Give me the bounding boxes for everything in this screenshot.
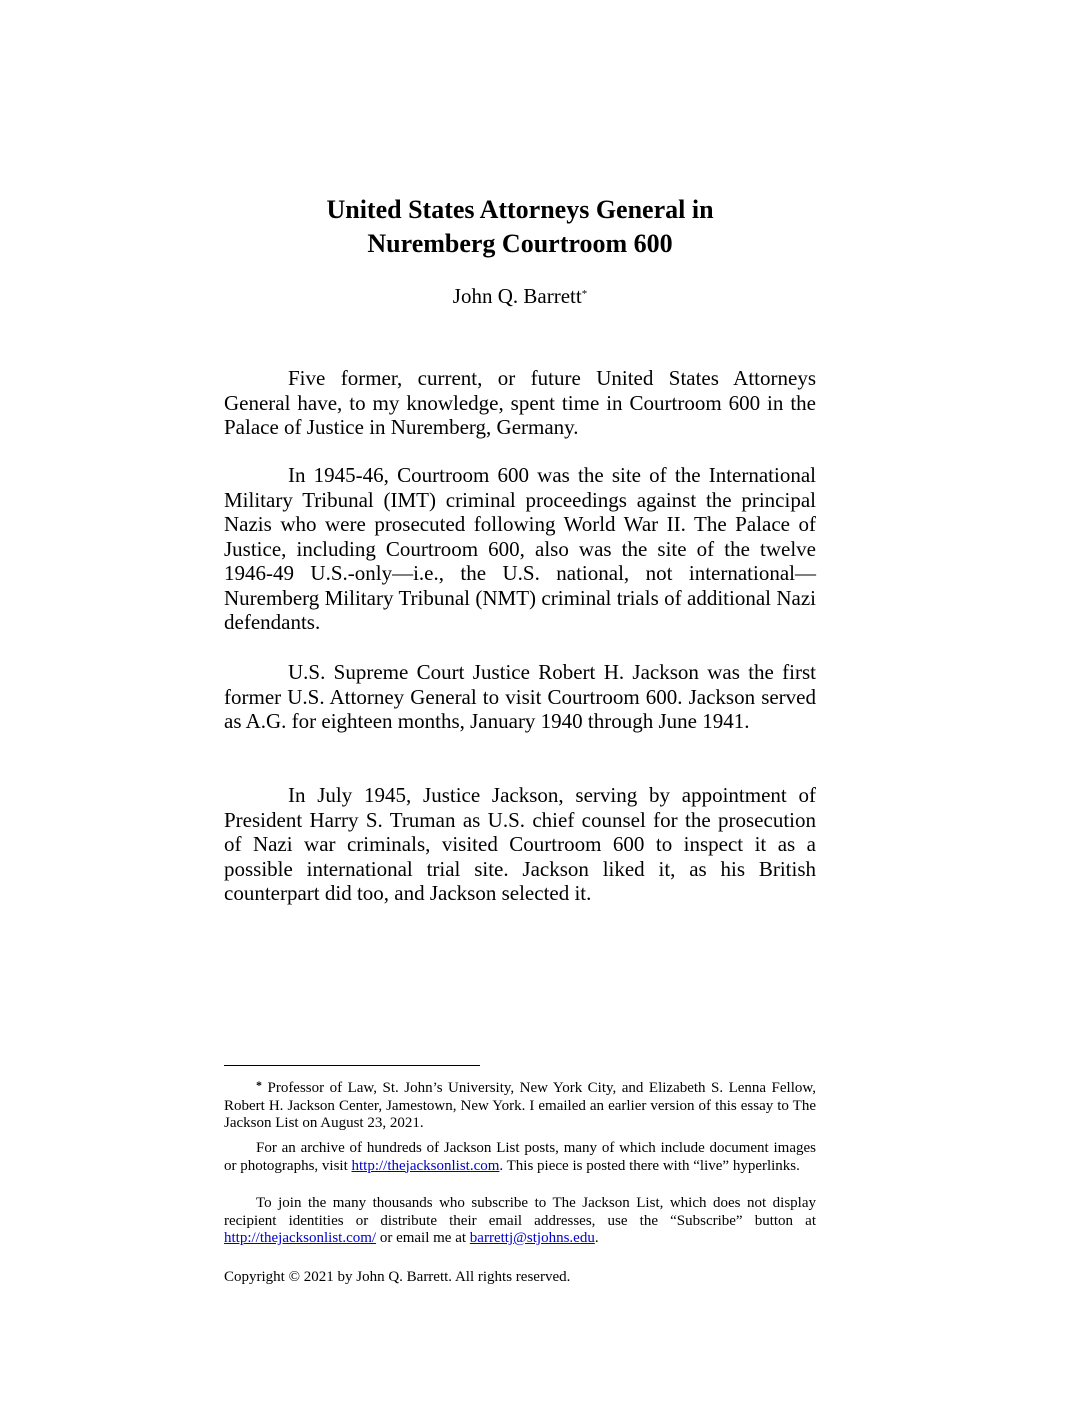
- footnote-3: [224, 1195, 816, 1248]
- body-paragraph-4: In July 1945, Justice Jackson, serving by appointment of President Harry S. Truman as U.S. chief counsel for the prosecution of Nazi war criminals, visited Courtroom 600 to inspect it as a possible international trial site. Jackson liked it, as his British counterpart did too, and Jackson selected it.: [224, 783, 816, 905]
- footnote-2: [224, 1140, 816, 1175]
- email-link[interactable]: barrettj@stjohns.edu: [469, 1230, 595, 1246]
- copyright-notice: Copyright © 2021 by John Q. Barrett. All rights reserved.: [224, 1269, 571, 1285]
- title-line-2: Nuremberg Courtroom 600: [367, 229, 673, 258]
- title-line-1: United States Attorneys General in: [326, 195, 714, 224]
- footnote-3-text-before: To join the many thousands who subscribe to The Jackson List, which does not display recipient identities or distribute their email addresses, use the “Subscribe” button at: [224, 1195, 816, 1229]
- author-footnote-mark: *: [581, 288, 588, 300]
- footnote-3-text-middle: or email me at: [376, 1230, 470, 1246]
- footnote-1-text: Professor of Law, St. John’s University, New York City, and Elizabeth S. Lenna Fellow, Robert H. Jackson Center, Jamestown, New York. I emailed an earlier version of this essay to The Jackson List on August 23, 2021.: [224, 1080, 816, 1131]
- footnote-2-text-before: For an archive of hundreds of Jackson List posts, many of which include document images or photographs, visit: [224, 1140, 816, 1174]
- jacksonlist-link[interactable]: http://thejacksonlist.com: [351, 1157, 500, 1174]
- body-paragraph-1: Five former, current, or future United States Attorneys General have, to my knowledge, spent time in Courtroom 600 in the Palace of Justice in Nuremberg, Germany.: [224, 366, 816, 439]
- body-paragraph-3: U.S. Supreme Court Justice Robert H. Jackson was the first former U.S. Attorney General to visit Courtroom 600. Jackson served as A.G. for eighteen months, January 1940 through June 1941.: [224, 660, 816, 733]
- jacksonlist-subscribe-link[interactable]: http://thejacksonlist.com/: [224, 1230, 377, 1246]
- author-name: John Q. Barrett: [452, 284, 582, 308]
- footnote-2-text-after: . This piece is posted there with “live” hyperlinks.: [499, 1157, 800, 1174]
- author-byline: [224, 284, 816, 308]
- body-paragraph-2: In 1945-46, Courtroom 600 was the site of the International Military Tribunal (IMT) criminal proceedings against the principal Nazis who were prosecuted following World War II. The Palace of Justice, including Courtroom 600, also was the site of the twelve 1946-49 U.S.-only—i.e., the U.S. national, not international—Nuremberg Military Tribunal (NMT) criminal trials of additional Nazi defendants.: [224, 463, 816, 634]
- document-title: [224, 193, 816, 261]
- footnote-1: [224, 1080, 816, 1133]
- footnote-mark: *: [256, 1078, 262, 1092]
- footnote-divider: [224, 1065, 480, 1066]
- footnote-3-text-after: .: [594, 1230, 599, 1246]
